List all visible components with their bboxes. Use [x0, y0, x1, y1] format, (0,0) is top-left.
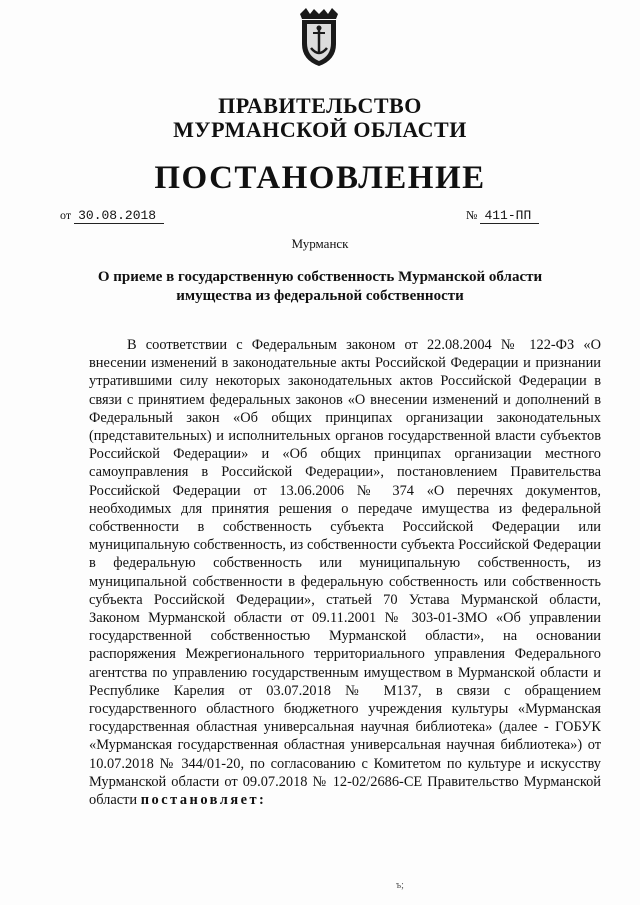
date-prefix: от — [60, 208, 72, 222]
number-value: 411-ПП — [480, 209, 539, 224]
number-field — [466, 208, 539, 224]
document-subject — [0, 268, 640, 306]
body-text: В соответствии с Федеральным законом от 22.08.2004 № 122-ФЗ «О внесении изменений в законодательные акты Российской Федерации и признании утратившими силу некоторых законодательных актов Российской Федерации в связи с принятием федеральных законов «О внесении изменений и дополнений в Федеральный закон «Об общих принципах организации законодательных (представительных) и исполнительных органов государственной власти субъектов Российской Федерации» и «Об общих принципах организации местного самоуправления в Российской Федерации», постановлением Правительства Российской Федерации от 13.06.2006 № 374 «О перечнях документов, необходимых для принятия решения о передаче имущества из федеральной собственности в собственность субъекта Российской Федерации или муниципальную собственность, из собственности субъекта Российской Федерации в федеральную собственность или муниципальную собственность, из муниципальной собственности в федеральную собственность или собственность субъекта Российской Федерации», статьей 70 Устава Мурманской области, Законом Мурманской области от 09.11.2001 № 303-01-ЗМО «Об управлении государственной собственностью Мурманской области», на основании распоряжения Межрегионального территориального управления Федерального агентства по управлению государственным имуществом в Мурманской области и Республике Карелия от 03.07.2018 № М137, в связи с обращением государственного областного бюджетного учреждения культуры «Мурманская государственная областная универсальная научная библиотека» (далее - ГОБУК «Мурманская государственная областная универсальная научная библиотека») от 10.07.2018 № 344/01-20, по согласованию с Комитетом по культуре и искусству Мурманской области от 09.07.2018 № 12-02/2686-СЕ Правительство Мурманской области — [89, 337, 601, 809]
document-type-title: ПОСТАНОВЛЕНИЕ — [154, 160, 486, 196]
subject-line1: О приеме в государственную собственность Мурманской области — [97, 269, 543, 285]
murmansk-coat-of-arms-icon — [296, 8, 342, 68]
subject-line2: имущества из федеральной собственности — [176, 288, 464, 304]
government-title-line1: ПРАВИТЕЛЬСТВО — [218, 93, 422, 118]
footer-mark: ъ; — [396, 880, 404, 891]
number-prefix: № — [466, 208, 478, 222]
resolves-word: постановляет: — [140, 792, 267, 809]
government-title-line2: МУРМАНСКОЙ ОБЛАСТИ — [173, 117, 467, 142]
date-field — [60, 208, 164, 224]
date-value: 30.08.2018 — [74, 209, 164, 224]
city-name: Мурманск — [291, 236, 349, 251]
body-paragraph — [89, 336, 601, 809]
